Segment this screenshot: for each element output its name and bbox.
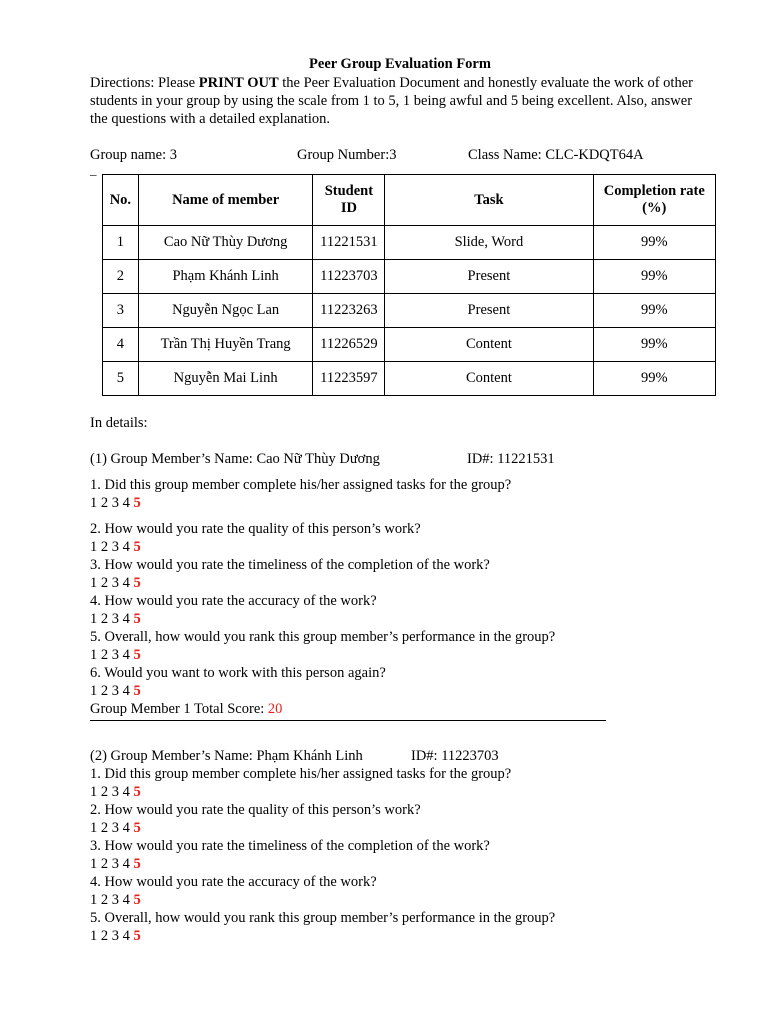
scale-options: 1 2 3 4 bbox=[90, 611, 134, 627]
question: 5. Overall, how would you rank this group member’s performance in the group? bbox=[90, 629, 556, 645]
cell-task: Slide, Word bbox=[385, 226, 593, 260]
rating-scale bbox=[90, 610, 710, 628]
scale-selected: 5 bbox=[133, 683, 141, 699]
header-task: Task bbox=[385, 175, 593, 226]
group-name: Group name: 3 bbox=[90, 147, 177, 163]
cell-name: Nguyễn Ngọc Lan bbox=[138, 294, 313, 328]
cell-student-id: 11226529 bbox=[313, 328, 385, 362]
cell-task: Present bbox=[385, 260, 593, 294]
scale-options: 1 2 3 4 bbox=[90, 647, 134, 663]
scale-options: 1 2 3 4 bbox=[90, 856, 134, 872]
question: 2. How would you rate the quality of this person’s work? bbox=[90, 802, 421, 818]
scale-selected: 5 bbox=[133, 611, 141, 627]
section-divider bbox=[90, 720, 606, 721]
page-title: Peer Group Evaluation Form bbox=[309, 56, 491, 72]
cell-student-id: 11221531 bbox=[313, 226, 385, 260]
table-row bbox=[103, 362, 716, 396]
document-page bbox=[90, 54, 710, 945]
cell-student-id: 11223263 bbox=[313, 294, 385, 328]
member-id: ID#: 11221531 bbox=[467, 451, 555, 467]
group-number: Group Number:3 bbox=[297, 147, 397, 163]
scale-options: 1 2 3 4 bbox=[90, 575, 134, 591]
scale-selected: 5 bbox=[133, 495, 141, 511]
header-student-id: Student ID bbox=[313, 175, 385, 226]
scale-selected: 5 bbox=[133, 820, 141, 836]
directions-prefix: Directions: Please bbox=[90, 75, 199, 91]
cell-no: 3 bbox=[103, 294, 139, 328]
member-name: (1) Group Member’s Name: Cao Nữ Thùy Dương bbox=[90, 451, 380, 467]
scale-options: 1 2 3 4 bbox=[90, 784, 134, 800]
cell-no: 4 bbox=[103, 328, 139, 362]
cell-completion-rate: 99% bbox=[593, 362, 715, 396]
scale-selected: 5 bbox=[133, 928, 141, 944]
total-score bbox=[90, 700, 710, 718]
scale-selected: 5 bbox=[133, 539, 141, 555]
cell-no: 1 bbox=[103, 226, 139, 260]
rating-scale bbox=[90, 783, 710, 801]
rating-scale bbox=[90, 494, 710, 512]
header-name: Name of member bbox=[138, 175, 313, 226]
members-table bbox=[102, 174, 716, 396]
total-score-label: Group Member 1 Total Score: bbox=[90, 701, 268, 717]
scale-options: 1 2 3 4 bbox=[90, 495, 134, 511]
rating-scale bbox=[90, 819, 710, 837]
question: 3. How would you rate the timeliness of the completion of the work? bbox=[90, 557, 490, 573]
member-evaluation-2 bbox=[90, 747, 710, 945]
member-header bbox=[90, 747, 710, 765]
class-name: Class Name: CLC-KDQT64A bbox=[468, 147, 644, 163]
scale-options: 1 2 3 4 bbox=[90, 820, 134, 836]
rating-scale bbox=[90, 574, 710, 592]
scale-options: 1 2 3 4 bbox=[90, 928, 134, 944]
table-row bbox=[103, 260, 716, 294]
table-row bbox=[103, 294, 716, 328]
total-score-value: 20 bbox=[267, 701, 283, 717]
cell-completion-rate: 99% bbox=[593, 328, 715, 362]
directions-paragraph bbox=[90, 74, 710, 128]
scale-options: 1 2 3 4 bbox=[90, 892, 134, 908]
cell-task: Content bbox=[385, 362, 593, 396]
question: 4. How would you rate the accuracy of the work? bbox=[90, 874, 377, 890]
cell-name: Phạm Khánh Linh bbox=[138, 260, 313, 294]
cell-student-id: 11223703 bbox=[313, 260, 385, 294]
cell-student-id: 11223597 bbox=[313, 362, 385, 396]
rating-scale bbox=[90, 538, 710, 556]
table-row bbox=[103, 328, 716, 362]
rating-scale bbox=[90, 646, 710, 664]
scale-options: 1 2 3 4 bbox=[90, 539, 134, 555]
header-no: No. bbox=[103, 175, 139, 226]
table-header-row bbox=[103, 175, 716, 226]
scale-selected: 5 bbox=[133, 784, 141, 800]
member-evaluation-1 bbox=[90, 450, 710, 721]
scale-selected: 5 bbox=[133, 647, 141, 663]
table-row bbox=[103, 226, 716, 260]
rating-scale bbox=[90, 927, 710, 945]
scale-selected: 5 bbox=[133, 856, 141, 872]
question: 5. Overall, how would you rank this group member’s performance in the group? bbox=[90, 910, 556, 926]
header-completion-rate: Completion rate (%) bbox=[593, 175, 715, 226]
cell-completion-rate: 99% bbox=[593, 294, 715, 328]
dash-mark: _ bbox=[90, 162, 97, 177]
directions-suffix: the Peer Evaluation Document and honestly evaluate the work of other students in your group by using the scale from 1 to 5, 1 being awful and 5 being excellent. Also, answer the questions with a detailed explanation. bbox=[90, 75, 693, 127]
question: 2. How would you rate the quality of this person’s work? bbox=[90, 521, 421, 537]
question: 1. Did this group member complete his/her assigned tasks for the group? bbox=[90, 766, 512, 782]
cell-task: Present bbox=[385, 294, 593, 328]
member-id: ID#: 11223703 bbox=[411, 748, 499, 764]
scale-selected: 5 bbox=[133, 575, 141, 591]
question: 3. How would you rate the timeliness of the completion of the work? bbox=[90, 838, 490, 854]
question: 4. How would you rate the accuracy of the work? bbox=[90, 593, 377, 609]
scale-selected: 5 bbox=[133, 892, 141, 908]
rating-scale bbox=[90, 682, 710, 700]
member-header bbox=[90, 450, 710, 468]
cell-no: 2 bbox=[103, 260, 139, 294]
group-info-line bbox=[90, 146, 710, 164]
question: 6. Would you want to work with this person again? bbox=[90, 665, 386, 681]
member-name: (2) Group Member’s Name: Phạm Khánh Linh bbox=[90, 748, 363, 764]
cell-task: Content bbox=[385, 328, 593, 362]
cell-completion-rate: 99% bbox=[593, 260, 715, 294]
rating-scale bbox=[90, 855, 710, 873]
cell-name: Nguyễn Mai Linh bbox=[138, 362, 313, 396]
scale-options: 1 2 3 4 bbox=[90, 683, 134, 699]
cell-name: Cao Nữ Thùy Dương bbox=[138, 226, 313, 260]
directions-bold: PRINT OUT bbox=[198, 75, 279, 91]
rating-scale bbox=[90, 891, 710, 909]
cell-completion-rate: 99% bbox=[593, 226, 715, 260]
question: 1. Did this group member complete his/her assigned tasks for the group? bbox=[90, 477, 512, 493]
cell-name: Trần Thị Huyền Trang bbox=[138, 328, 313, 362]
cell-no: 5 bbox=[103, 362, 139, 396]
in-details-heading: In details: bbox=[90, 415, 148, 431]
